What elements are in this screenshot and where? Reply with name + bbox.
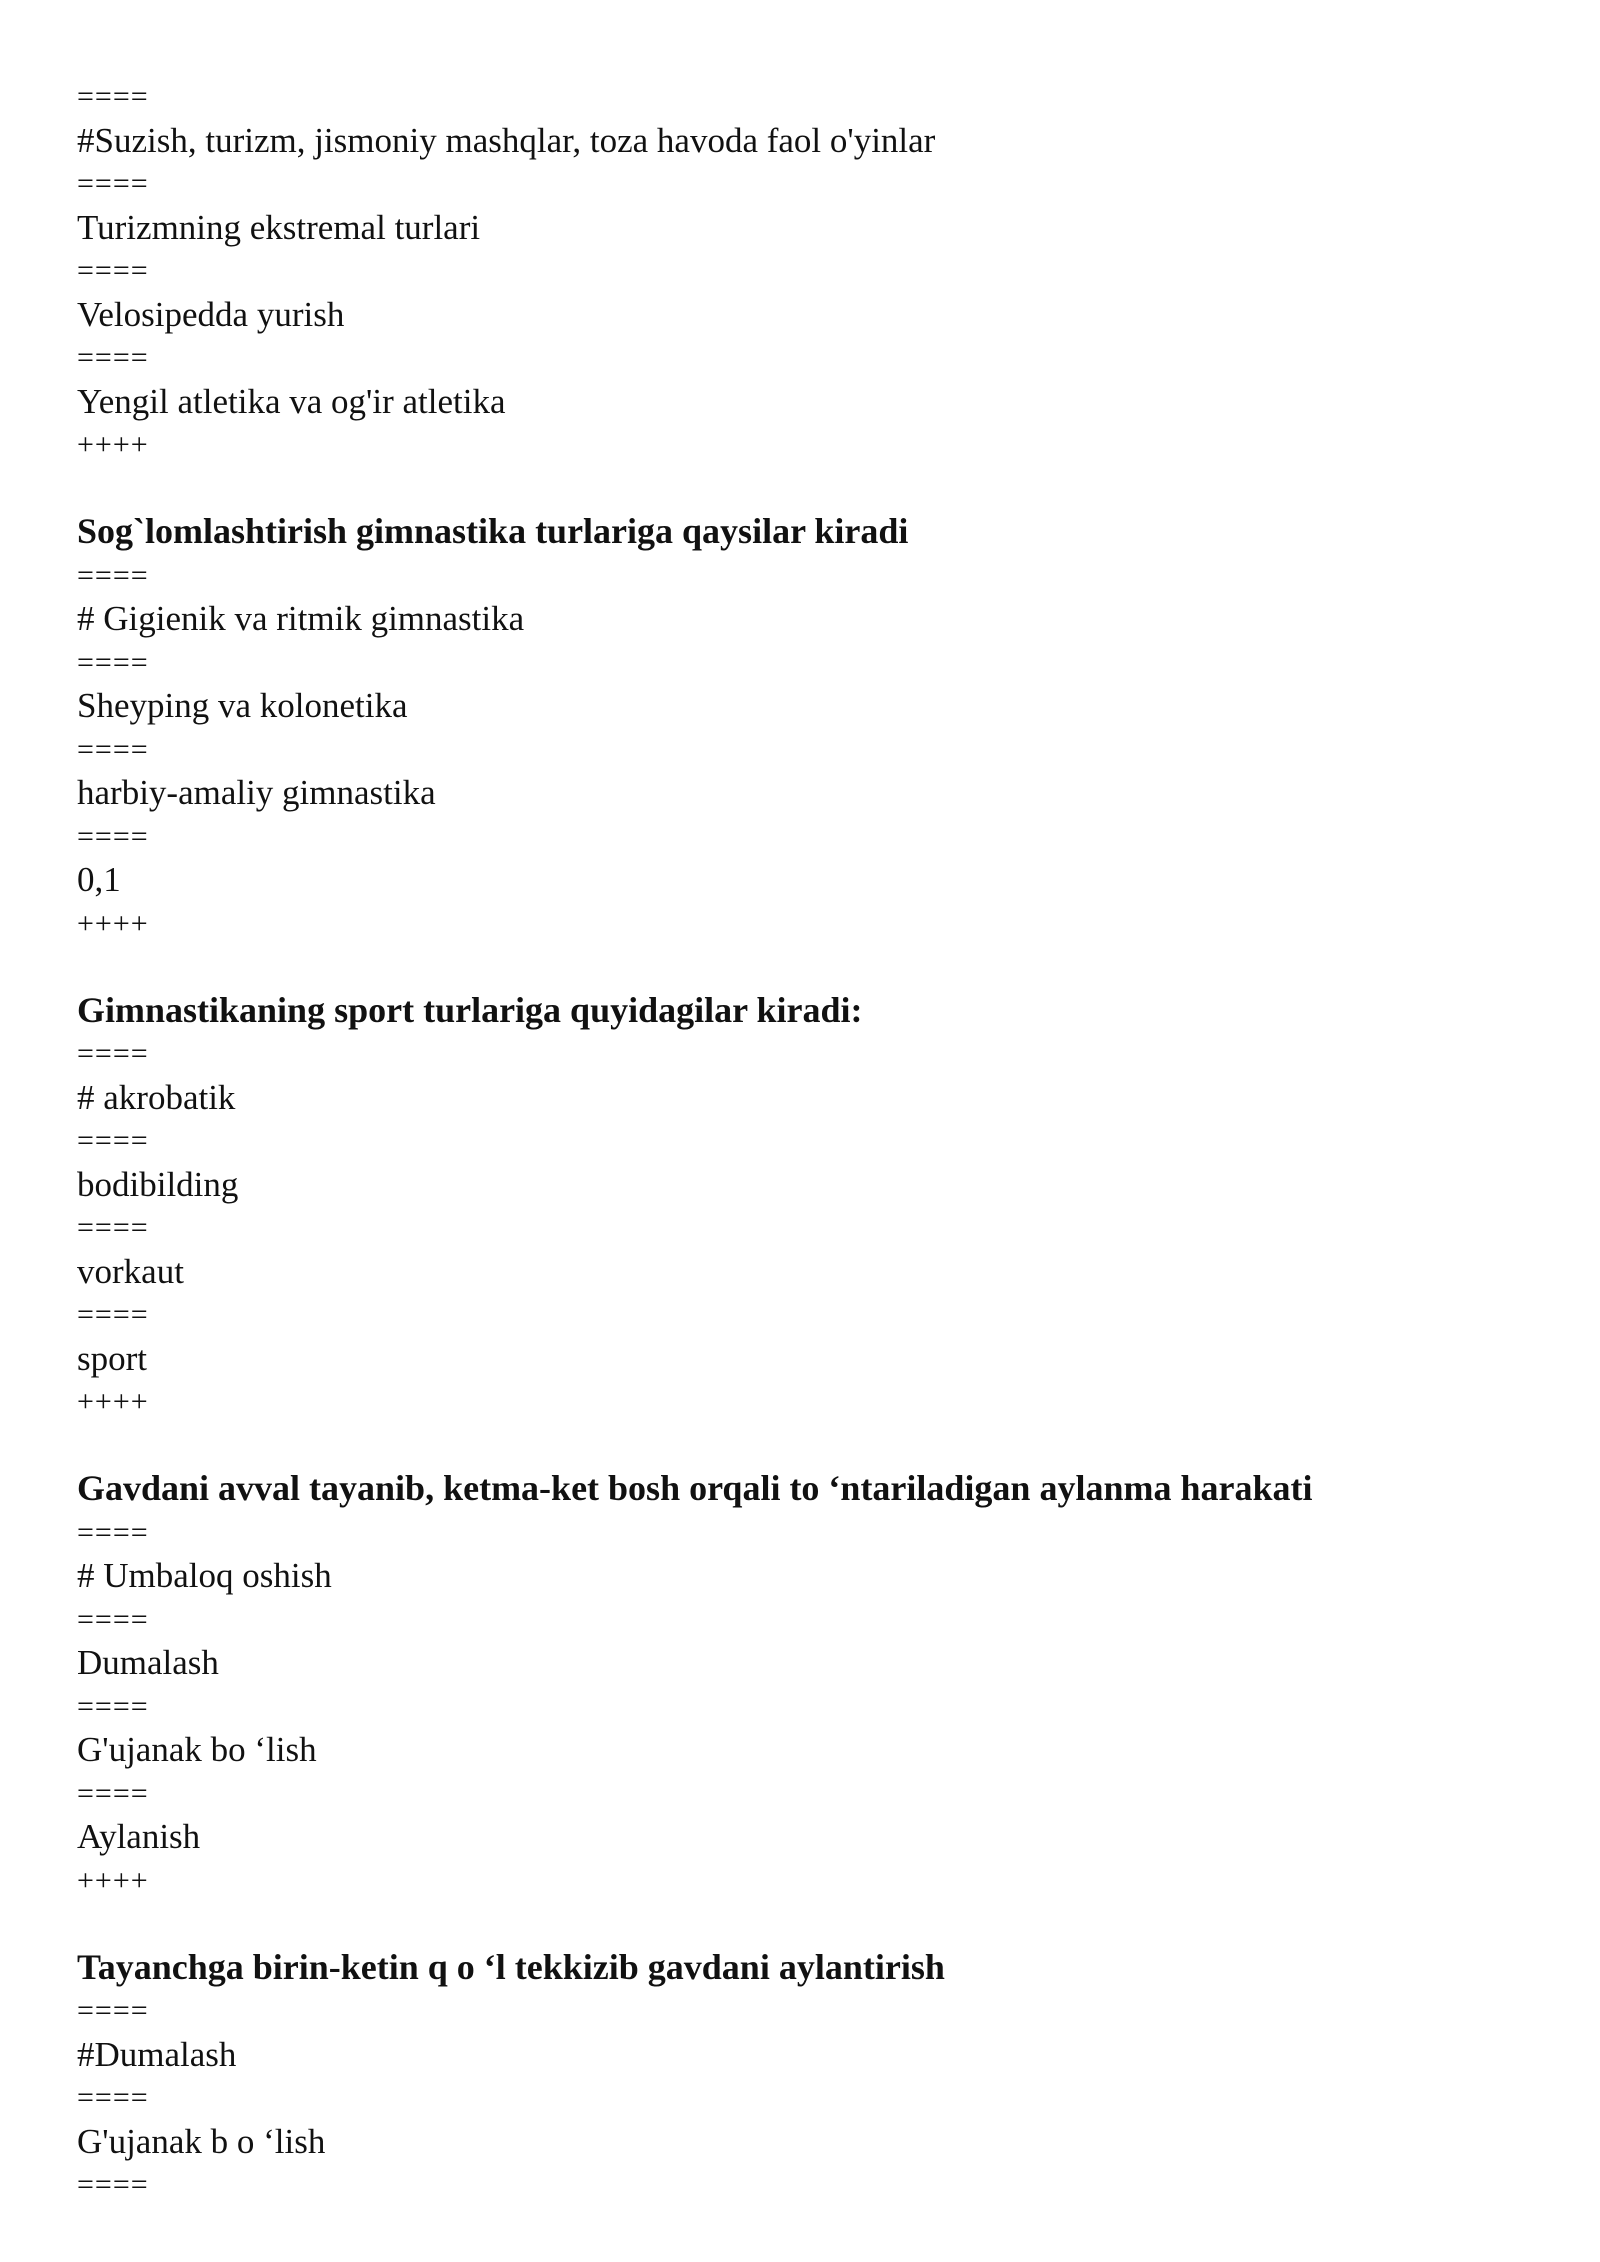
answer-separator: ==== — [77, 1298, 149, 1331]
answer-option: # akrobatik — [77, 1077, 236, 1117]
answer-option: #Suzish, turizm, jismoniy mashqlar, toza havoda faol o'yinlar — [77, 120, 936, 160]
answer-separator: ==== — [77, 1689, 149, 1723]
answer-separator: ==== — [77, 2168, 149, 2201]
question-block-0 — [77, 75, 1537, 467]
answer-separator: ==== — [77, 1037, 149, 1070]
answer-option: Turizmning ekstremal turlari — [77, 207, 481, 247]
end-marker: ++++ — [77, 1863, 149, 1897]
question-block-4 — [77, 1946, 1537, 2207]
block-spacer — [77, 1902, 1537, 1946]
answer-separator: ==== — [77, 732, 149, 766]
answer-option: Yengil atletika va og'ir atletika — [77, 381, 506, 421]
answer-separator: ==== — [77, 2081, 149, 2114]
end-marker: ++++ — [77, 1385, 149, 1418]
answer-option: Aylanish — [77, 1817, 201, 1856]
answer-option: Sheyping va kolonetika — [77, 686, 408, 725]
question-text: Gimnastikaning sport turlariga quyidagilar kiradi: — [77, 989, 863, 1030]
answer-separator: ==== — [77, 1776, 149, 1810]
answer-separator: ==== — [77, 1124, 149, 1157]
block-spacer — [77, 945, 1537, 989]
answer-separator: ==== — [77, 645, 149, 679]
answer-separator: ==== — [77, 1994, 149, 2027]
answer-option: # Gigienik va ritmik gimnastika — [77, 599, 525, 638]
document-page — [77, 75, 1537, 2207]
answer-option: sport — [77, 1338, 147, 1378]
answer-separator: ==== — [77, 1515, 149, 1549]
answer-separator: ==== — [77, 1211, 149, 1244]
answer-separator: ==== — [77, 819, 149, 853]
answer-separator: ==== — [77, 254, 149, 287]
answer-option: Dumalash — [77, 1643, 219, 1682]
answer-option: G'ujanak b o ʻlish — [77, 2121, 326, 2161]
answer-option: Velosipedda yurish — [77, 294, 345, 334]
question-block-2 — [77, 989, 1537, 1424]
answer-option: G'ujanak bo ʻlish — [77, 1730, 317, 1769]
block-spacer — [77, 1424, 1537, 1468]
question-block-3 — [77, 1467, 1537, 1902]
answer-separator: ==== — [77, 80, 149, 113]
question-text: Tayanchga birin-ketin q o ʻl tekkizib gavdani aylantirish — [77, 1946, 945, 1987]
answer-option: harbiy-amaliy gimnastika — [77, 773, 436, 812]
answer-separator: ==== — [77, 167, 149, 200]
answer-separator: ==== — [77, 558, 149, 592]
answer-option: # Umbaloq oshish — [77, 1556, 332, 1595]
answer-option: bodibilding — [77, 1164, 239, 1204]
end-marker: ++++ — [77, 906, 149, 940]
answer-option: 0,1 — [77, 860, 121, 899]
question-text: Gavdani avval tayanib, ketma-ket bosh orqali to ʻntariladigan aylanma harakati — [77, 1468, 1313, 1508]
block-spacer — [77, 467, 1537, 511]
question-text: Sog`lomlashtirish gimnastika turlariga qaysilar kiradi — [77, 511, 909, 551]
answer-option: #Dumalash — [77, 2034, 237, 2074]
answer-separator: ==== — [77, 341, 149, 374]
answer-option: vorkaut — [77, 1251, 184, 1291]
answer-separator: ==== — [77, 1602, 149, 1636]
question-block-1 — [77, 510, 1537, 945]
end-marker: ++++ — [77, 428, 149, 461]
